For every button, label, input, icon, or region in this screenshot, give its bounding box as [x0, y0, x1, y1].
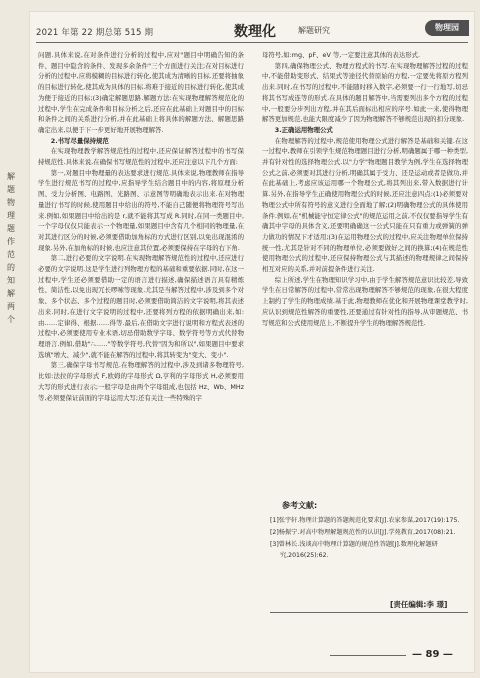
references-list: [270, 515, 468, 562]
gutter-char: 解: [7, 172, 15, 181]
journal-subtitle: 解题研究: [298, 26, 330, 35]
gutter-char: 作: [7, 237, 15, 246]
reference-item: [3]曾林长.浅谈高中物理计算题的规范性答题[J].数理化解题研究,2016(25):62.: [270, 541, 438, 559]
page-header: [30, 12, 474, 46]
editor-divider: [270, 612, 468, 613]
gutter-char: 范: [7, 250, 15, 259]
header-divider: [36, 42, 468, 43]
gutter-char: 解: [7, 289, 15, 298]
gutter-char: 知: [7, 276, 15, 285]
reference-item: [1]张宇轩.物理计算题的答题规范化要求[J].农家参谋,2017(19):175.: [270, 517, 460, 524]
responsible-editor: [责任编辑:李 璟]: [390, 600, 448, 609]
body-paragraph: 第二,进行必要的文字说明.在实现物理解答规范性的过程中,还应进行必要的文字说明.这是学生进行列物理方程的基础和重要依据.同时,在这一过程中,学生还必须要借助一定的语言进行描述,确保描述语言具有精炼性、简洁性,以免出现冗长啰嗦等现象.尤其是当解答过程中,涉及到多个对象、多个状态、多个过程的题目时,必须要借助简洁的文字说明,将其表述出来.同时,在进行文字说明的过程中,还要将列方程的依据明确出来,如:由……定律得、根据……得等.最后,在借助文字进行说明和方程式表述的过程中,必须要使用专业术语,切忌借助数学字母、数学符号等方式代替物理语言.例如,借助"∴……"等数学符号,代替"因为和所以",如果题目中要求选填"增大、减少",就不能在解答的过程中,将其转变为"变大、变小".: [38, 254, 244, 359]
body-paragraph: 在物理解答的过程中,规范使用物理公式进行解答是基础和关键.在这一过程中,教师在引领学生规范物理题目进行分析,明确题属于哪一种类型,并有针对性的选择物理公式.以"力学"物理题目教学为例,学生在选择物理公式之前,必须要对其进行分析,明确其属于受力、还是运动或者是做功,并在此基础上,考虑应该运用哪一个物理公式,将其列出来,带入数据进行计算.另外,在指导学生正确使用物理公式的时候,还应注意四点:(1)必须要对物理公式中所有符号的意义进行全面地了解;(2)明确物理公式的具体使用条件.例如,在"机械能守恒定律公式"的规范运用之前,不仅仅要指导学生有确其中字母的具体含义,还要明确确这一公式只能在只有重力或弹簧的弹力做功的情况下才适用;(3)在运用物理公式的过程中,应关注物理单位保持统一性,尤其是针对不同的物理单位,必须要做好之间的换算;(4)在规范性使用物理公式的过程中,还应保持物理公式与其描述的物理规律之间保持相互对应的关系,并对前提条件进行关注.: [262, 136, 468, 274]
binding-gutter-text: [0, 170, 22, 326]
gutter-char: 题: [7, 185, 15, 194]
column-badge: 物理园: [425, 20, 469, 36]
body-paragraph: 第四,确保物理公式、物理方程式的书写.在实现物理解答过程的过程中,不能借助变形式、结果式等途径代替原始的方程,一定要先将原方程列出来.同时,在书写的过程中,不能随时移入数字,必须要一行一行地写,切忌将其书写成连等的形式.在具体的题目解答中,当需要列出多个方程的过程中,一般要分步列出方程,并在其后面标出相应的序号.如此一来,使得物理解答更加规范,也能大限度减少了因为物理解答不够规范出现的扣分现象.: [262, 61, 468, 124]
journal-brand: 数理化: [234, 24, 276, 40]
body-paragraph: 在实现物理教学解答规范性的过程中,还应保证解答过程中的书写保持规范性.具体来说,在确保书写规范性的过程中,还应注意以下几个方面:: [38, 147, 244, 167]
left-column: [38, 50, 244, 667]
footer-divider: [330, 655, 406, 656]
body-paragraph: 母符号,如:mg、pF、eV 等,一定要注意其体的表达形式.: [262, 51, 421, 59]
page-number: — 89 —: [412, 649, 453, 660]
gutter-char: 的: [7, 263, 15, 272]
body-paragraph: 第一,对题目中物理量的表达要求进行规范.具体来说,物理教师在指导学生进行规范书写的过程中,应指导学生结合题目中的内容,将原理分析图、受力分析图、电路图、光路图、示意图等明确地表示出来.在对物理量进行书写的时候,使用题目中给出的符号,不能自己随便将物理符号写出来.例如,如果题目中给出的是 r,就不能将其写成 R.同时,在同一类题目中,一个字母仅仅只能表示一个物理量,如果题目中含有几个相同的物理量,在对其进行区分的时候,必须要借助加角标的方式进行区别,以免出现混淆的现象.另外,在加角标的时候,也应注意其位置,必须要保持在字母的右下角.: [38, 168, 244, 252]
gutter-char: 个: [7, 315, 15, 324]
gutter-char: 理: [7, 211, 15, 220]
gutter-char: 题: [7, 224, 15, 233]
journal-page: [30, 12, 474, 672]
issue-info: 2021 年第 22 期总第 515 期: [36, 28, 154, 38]
gutter-char: 两: [7, 302, 15, 311]
right-column: [262, 50, 468, 470]
body-paragraph: 综上所述,学生在物理知识学习中,由于学生解答规范意识比较差,导致学生在日常解答的过程中,常常出现物理解答不够规范的现象,在很大程度上制约了学生的物理成绩.基于此,物理教师在优化和开展物理课堂教学时,应认识到规范性解答的重要性,还要通过有针对性的指导,从审题规范、书写规范和公式使用规范上,不断提升学生的物理解答规范性.: [262, 275, 468, 327]
references-title: 参考文献:: [282, 501, 318, 510]
section-heading: 2.书写尽量保持规范: [50, 136, 109, 145]
section-heading: 3.正确运用物理公式: [274, 125, 333, 134]
reference-item: [2]杨振宁.对高中物理解题规范性的认识[J].学苑教育,2017(08):21.: [270, 529, 456, 536]
body-paragraph: 第三,确保字母书写规范.在物理解答的过程中,涉及到诸多物理符号,比如:法拉的字母形式 F,欧姆的字母形式 Ω,亨利的字母形式 H,必须要用大写的形式进行表示;一般字母是由两个字母组成,也包括 Hz、Wb、MHz 等,必须要保证前面的字母运用大写;还有关注一些特殊的字: [38, 361, 244, 402]
gutter-char: 物: [7, 198, 15, 207]
body-paragraph: 问题.具体来说,在对条件进行分析的过程中,应对"题目中明确告知的条件、题目中隐含的条件、发现多余条件"三个方面进行关注;在对目标进行分析的过程中,应将模糊的目标进行转化,使其成为清晰的目标.还要将抽象的目标进行转化,使其成为具体的目标.将难于接近的目标进行转化,使其成为便于接近的目标;(3)确定解题思路.解题方法:在实现物理解答规范化的过程中,学生在完成条件和目标分析之后,还应在此基础上对题目中的目标和条件之间的关系进行分析,并在此基础上将具体的解题方法、解题思路确定出来,以便于下一步更好地开展物理解答.: [38, 51, 244, 134]
